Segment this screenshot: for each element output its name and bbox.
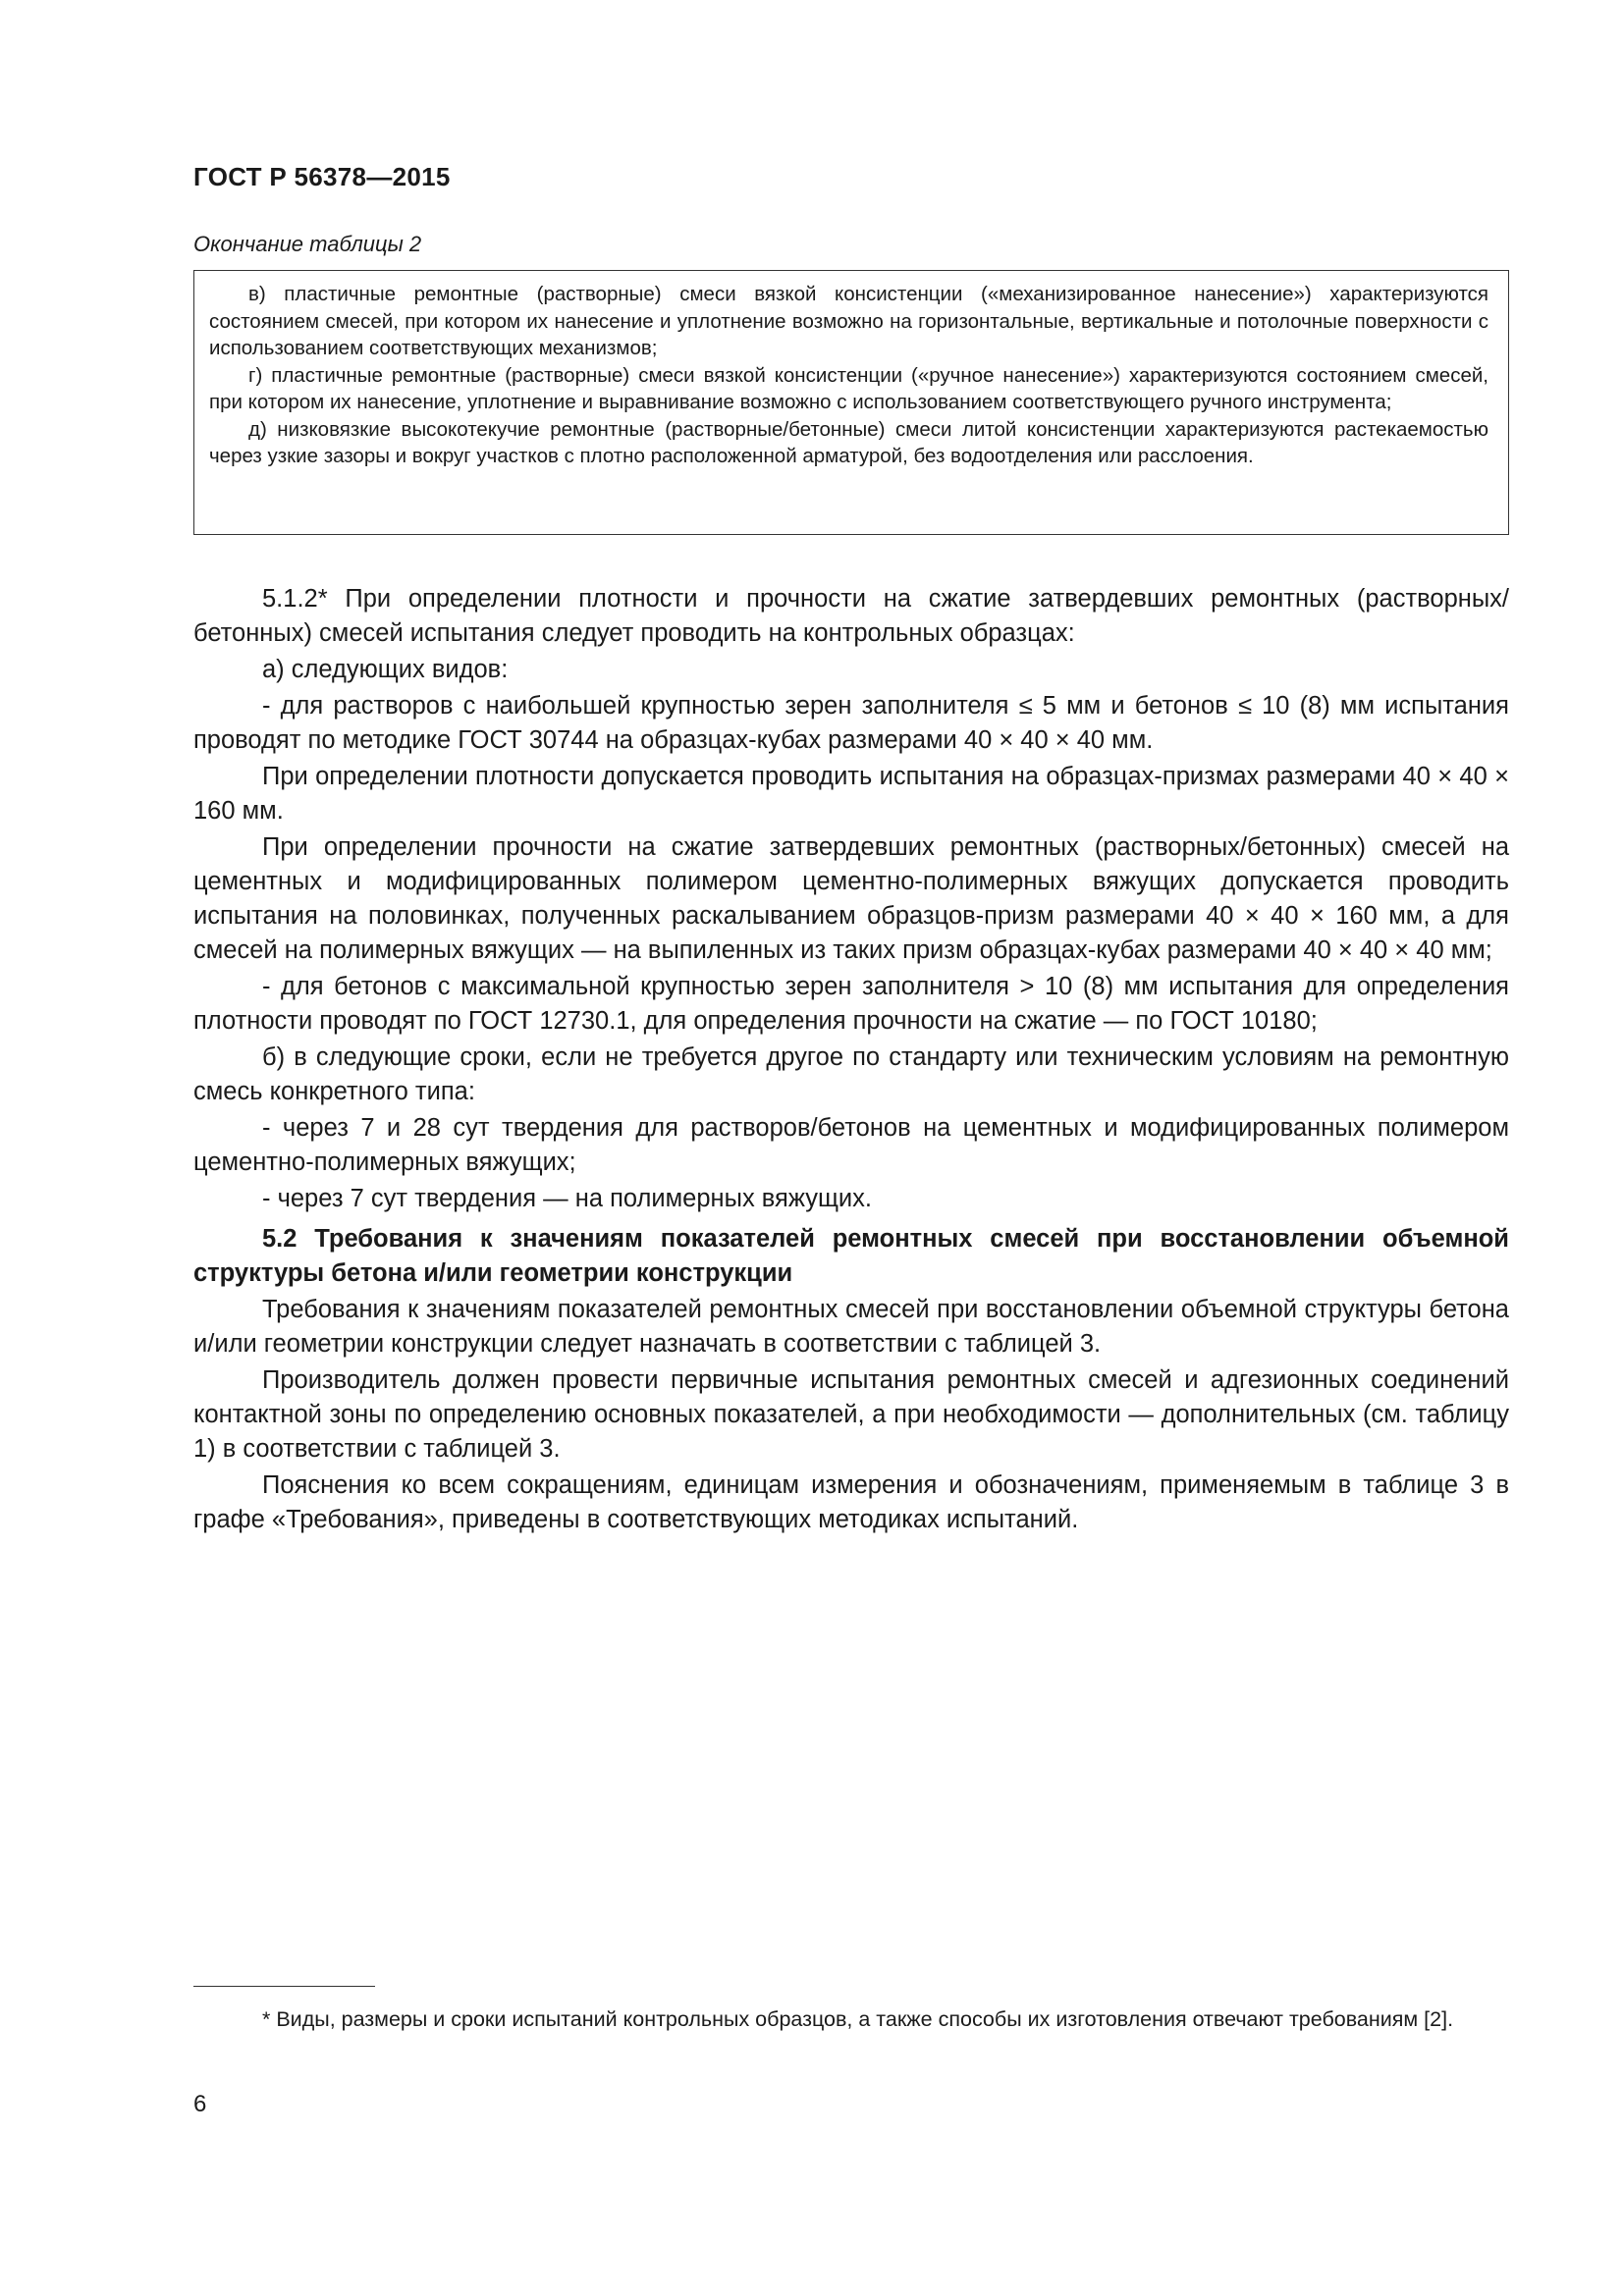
clause-5-1-2: 5.1.2* При определении плотности и прочности на сжатие затвердевших ремонтных (растворных/бетонных) смесей испытания следует проводить на контрольных образцах:	[193, 585, 1509, 647]
section-heading-5-2: 5.2 Требования к значениям показателей ремонтных смесей при восстановлении объемной структуры бетона и/или геометрии конструкции	[193, 1225, 1509, 1287]
footnote-text: * Виды, размеры и сроки испытаний контрольных образцов, а также способы их изготовления отвечают требованиям [2].	[262, 2007, 1454, 2031]
paragraph-density-prisms: При определении плотности допускается проводить испытания на образцах-призмах размерами 40 × 40 × 160 мм.	[193, 763, 1509, 825]
paragraph-manufacturer: Производитель должен провести первичные испытания ремонтных смесей и адгезионных соединений контактной зоны по определению основных показателей, а при необходимости — дополнительных (см. таблицу 1) в соответствии с таблицей 3.	[193, 1366, 1509, 1463]
table-item-g: г) пластичные ремонтные (растворные) смеси вязкой консистенции («ручное нанесение») характеризуются состоянием смесей, при котором их нанесение, уплотнение и выравнивание возможно с использованием соответствующего ручного инструмента;	[209, 363, 1488, 413]
bullet-mortars: - для растворов с наибольшей крупностью зерен заполнителя ≤ 5 мм и бетонов ≤ 10 (8) мм испытания проводят по методике ГОСТ 30744 на образцах-кубах размерами 40 × 40 × 40 мм.	[193, 692, 1509, 754]
document-code-header: ГОСТ Р 56378—2015	[193, 162, 451, 191]
bullet-7-28-days: - через 7 и 28 сут твердения для растворов/бетонов на цементных и модифицированных полимером цементно-полимерных вяжущих;	[193, 1114, 1509, 1176]
footnote	[193, 2004, 1509, 2034]
item-a: а) следующих видов:	[262, 656, 509, 683]
page-number: 6	[193, 2091, 207, 2117]
table-caption: Окончание таблицы 2	[193, 232, 422, 256]
bullet-concretes: - для бетонов с максимальной крупностью зерен заполнителя > 10 (8) мм испытания для определения плотности проводят по ГОСТ 12730.1, для определения прочности на сжатие — по ГОСТ 10180;	[193, 973, 1509, 1035]
paragraph-compression-strength: При определении прочности на сжатие затвердевших ремонтных (растворных/бетонных) смесей на цементных и модифицированных полимером цементно-полимерных вяжущих допускается проводить испытания на половинках, полученных раскалыванием образцов-призм размерами 40 × 40 × 160 мм, а для смесей на полимерных вяжущих — на выпиленных из таких призм образцах-кубах размерами 40 × 40 × 40 мм;	[193, 833, 1509, 964]
body-text	[193, 582, 1509, 1537]
footnote-separator	[193, 1986, 375, 1987]
paragraph-explanations: Пояснения ко всем сокращениям, единицам измерения и обозначениям, применяемым в таблице 3 в графе «Требования», приведены в соответствующих методиках испытаний.	[193, 1471, 1509, 1533]
item-b: б) в следующие сроки, если не требуется другое по стандарту или техническим условиям на ремонтную смесь конкретного типа:	[193, 1043, 1509, 1105]
table-2-continuation	[193, 270, 1509, 535]
table-item-d: д) низковязкие высокотекучие ремонтные (растворные/бетонные) смеси литой консистенции характеризуются растекаемостью через узкие зазоры и вокруг участков с плотно расположенной арматурой, без водоотделения или расслоения.	[209, 417, 1488, 467]
table-item-v: в) пластичные ремонтные (растворные) смеси вязкой консистенции («механизированное нанесение») характеризуются состоянием смесей, при котором их нанесение и уплотнение возможно на горизонтальные, вертикальные и потолочные поверхности с использованием соответствующих механизмов;	[209, 283, 1488, 359]
paragraph-requirements: Требования к значениям показателей ремонтных смесей при восстановлении объемной структуры бетона и/или геометрии конструкции следует назначать в соответствии с таблицей 3.	[193, 1296, 1509, 1358]
bullet-7-days: - через 7 сут твердения — на полимерных вяжущих.	[262, 1185, 873, 1212]
